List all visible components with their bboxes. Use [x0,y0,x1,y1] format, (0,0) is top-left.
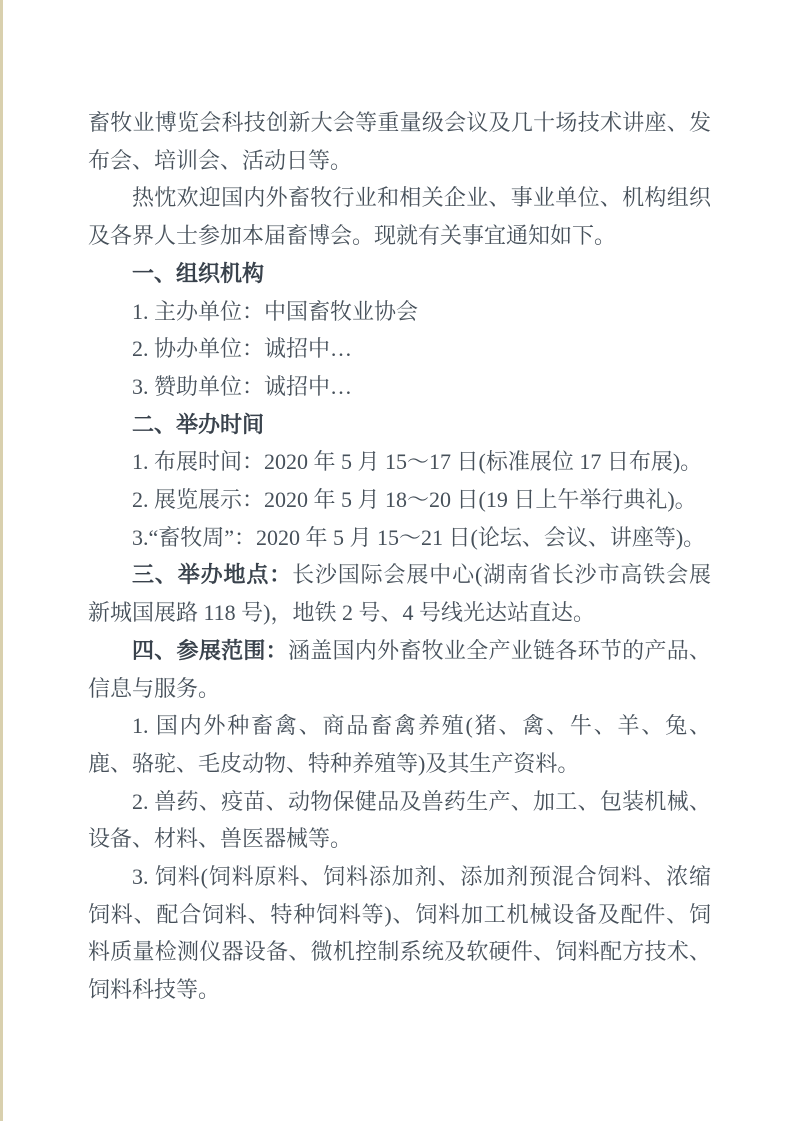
paragraph-section-3-venue [88,556,711,631]
section-4-scope-text: 涵盖国内外畜牧业全产业链各环节的产品、信息与服务。 [88,637,711,701]
list-item-livestock-week: 3.“畜牧周”：2020 年 5 月 15～21 日(论坛、会议、讲座等)。 [132,524,706,550]
heading-section-3-venue-lead: 三、举办地点： [132,562,293,588]
heading-section-4-scope-lead: 四、参展范围： [132,637,288,663]
list-item-veterinary-medicine: 2. 兽药、疫苗、动物保健品及兽药生产、加工、包装机械、设备、材料、兽医器械等。 [88,788,711,852]
paragraph-intro-continuation: 畜牧业博览会科技创新大会等重量级会议及几十场技术讲座、发布会、培训会、活动日等。 [88,110,711,173]
list-item-host-unit: 1. 主办单位：中国畜牧业协会 [132,298,419,324]
paragraph-section-4-scope [88,632,711,707]
list-item-exhibition-time: 2. 展览展示：2020 年 5 月 18～20 日(19 日上午举行典礼)。 [132,487,697,513]
scan-edge-strip [0,0,3,1121]
document-body [88,104,711,1009]
list-item-feed: 3. 饲料(饲料原料、饲料添加剂、添加剂预混合饲料、浓缩饲料、配合饲料、特种饲料等)、饲料加工机械设备及配件、饲料质量检测仪器设备、微机控制系统及软硬件、饲料配方技术、饲料科技等。 [88,864,711,1003]
list-item-setup-time: 1. 布展时间：2020 年 5 月 15～17 日(标准展位 17 日布展)。 [132,449,703,475]
list-item-breeding-livestock: 1. 国内外种畜禽、商品畜禽养殖(猪、禽、牛、羊、兔、鹿、骆驼、毛皮动物、特种养殖等)及其生产资料。 [88,713,711,776]
section-3-venue-text: 长沙国际会展中心(湖南省长沙市高铁会展新城国展路 118 号)，地铁 2 号、4 号线光达站直达。 [88,562,711,626]
list-item-co-organizer: 2. 协办单位：诚招中… [132,336,353,362]
list-item-sponsor: 3. 赞助单位：诚招中… [132,373,353,399]
heading-section-2-schedule: 二、举办时间 [132,411,265,437]
paragraph-welcome: 热忱欢迎国内外畜牧行业和相关企业、事业单位、机构组织及各界人士参加本届畜博会。现就有关事宜通知如下。 [88,185,711,249]
heading-section-1-organization: 一、组织机构 [132,260,265,286]
